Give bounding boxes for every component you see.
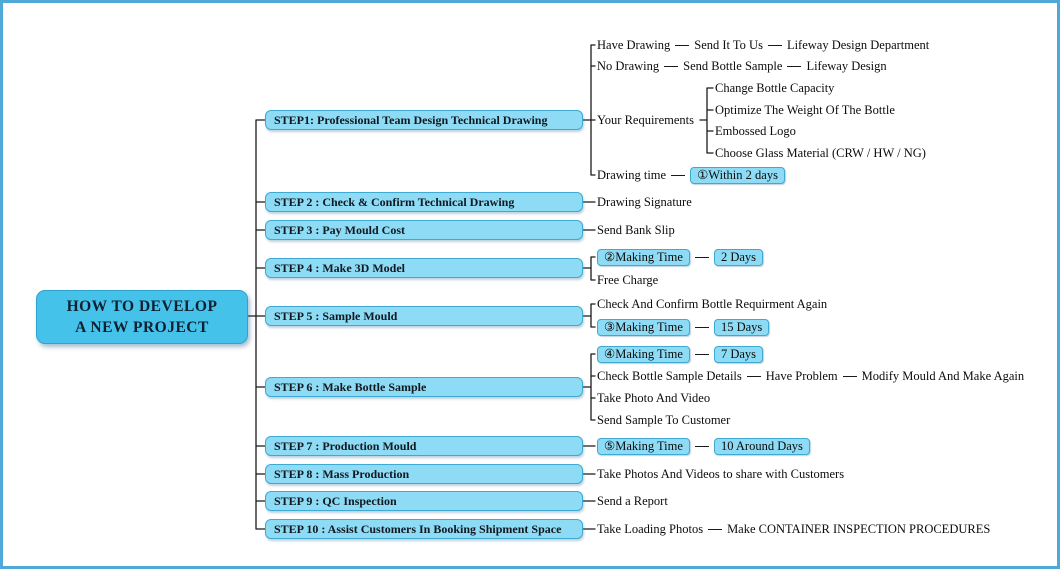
text-node: Take Photos And Videos to share with Customers [597, 466, 845, 481]
text-node: Send Bank Slip [597, 222, 675, 237]
connector-dash [695, 446, 709, 447]
branch-item [597, 166, 785, 184]
step-node-8: STEP 8 : Mass Production [265, 464, 583, 484]
branch-item [597, 437, 810, 455]
branch-item [715, 144, 926, 162]
step-node-6: STEP 6 : Make Bottle Sample [265, 377, 583, 397]
text-node: Optimize The Weight Of The Bottle [715, 102, 895, 117]
step-node-3: STEP 3 : Pay Mould Cost [265, 220, 583, 240]
text-node: Embossed Logo [715, 123, 796, 138]
branch-item [597, 111, 694, 129]
text-node: Send a Report [597, 493, 668, 508]
text-node: Check And Confirm Bottle Requirment Again [597, 296, 828, 311]
connector-dash [843, 376, 857, 377]
root-title-line2: A NEW PROJECT [75, 319, 209, 336]
branch-item [597, 295, 827, 313]
step-node-7: STEP 7 : Production Mould [265, 436, 583, 456]
text-node: Have Drawing [597, 37, 671, 52]
text-node: Lifeway Design Department [786, 37, 930, 52]
branch-item [597, 367, 1024, 385]
text-node: Make CONTAINER INSPECTION PROCEDURES [727, 521, 991, 536]
branch-item [597, 271, 658, 289]
branch-item [597, 389, 710, 407]
branch-item [597, 248, 763, 266]
branch-item [597, 492, 668, 510]
highlight-node: ③Making Time [597, 319, 690, 336]
step-node-2: STEP 2 : Check & Confirm Technical Drawing [265, 192, 583, 212]
branch-item [597, 411, 730, 429]
highlight-node: ⑤Making Time [597, 438, 690, 455]
connector-dash [747, 376, 761, 377]
branch-item [597, 57, 887, 75]
text-node: Your Requirements [597, 112, 694, 127]
text-node: Modify Mould And Make Again [861, 368, 1025, 383]
text-node: Free Charge [597, 272, 659, 287]
step-node-5: STEP 5 : Sample Mould [265, 306, 583, 326]
text-node: Drawing time [597, 167, 667, 182]
highlight-node: 7 Days [714, 346, 763, 363]
highlight-node: 2 Days [714, 249, 763, 266]
text-node: Change Bottle Capacity [715, 80, 835, 95]
text-node: Choose Glass Material (CRW / HW / NG) [715, 145, 926, 160]
root-node [36, 290, 248, 344]
text-node: Lifeway Design [806, 58, 887, 73]
connector-dash [675, 45, 689, 46]
step-node-10: STEP 10 : Assist Customers In Booking Shipment Space [265, 519, 583, 539]
branch-item [597, 221, 675, 239]
text-node: Drawing Signature [597, 194, 692, 209]
highlight-node: 15 Days [714, 319, 769, 336]
text-node: Have Problem [765, 368, 838, 383]
branch-item [715, 122, 796, 140]
highlight-node: ②Making Time [597, 249, 690, 266]
connector-dash [664, 66, 678, 67]
highlight-node: ①Within 2 days [690, 167, 785, 184]
branch-item [597, 345, 763, 363]
connector-dash [768, 45, 782, 46]
branch-item [597, 193, 692, 211]
step-node-4: STEP 4 : Make 3D Model [265, 258, 583, 278]
branch-item [715, 79, 834, 97]
text-node: No Drawing [597, 58, 660, 73]
connector-dash [695, 354, 709, 355]
branch-item [597, 318, 769, 336]
root-title-line1: HOW TO DEVELOP [66, 298, 218, 315]
text-node: Take Photo And Video [597, 390, 711, 405]
connector-dash [695, 327, 709, 328]
text-node: Send Bottle Sample [683, 58, 783, 73]
text-node: Check Bottle Sample Details [597, 368, 742, 383]
connector-dash [787, 66, 801, 67]
step-node-9: STEP 9 : QC Inspection [265, 491, 583, 511]
text-node: Take Loading Photos [597, 521, 704, 536]
branch-item [715, 101, 895, 119]
connector-lines [3, 3, 1060, 569]
connector-dash [695, 257, 709, 258]
text-node: Send Sample To Customer [597, 412, 731, 427]
step-node-1: STEP1: Professional Team Design Technical Drawing [265, 110, 583, 130]
branch-item [597, 465, 844, 483]
text-node: Send It To Us [694, 37, 763, 52]
branch-item [597, 520, 990, 538]
highlight-node: ④Making Time [597, 346, 690, 363]
branch-item [597, 36, 929, 54]
connector-dash [671, 175, 685, 176]
highlight-node: 10 Around Days [714, 438, 810, 455]
connector-dash [708, 529, 722, 530]
